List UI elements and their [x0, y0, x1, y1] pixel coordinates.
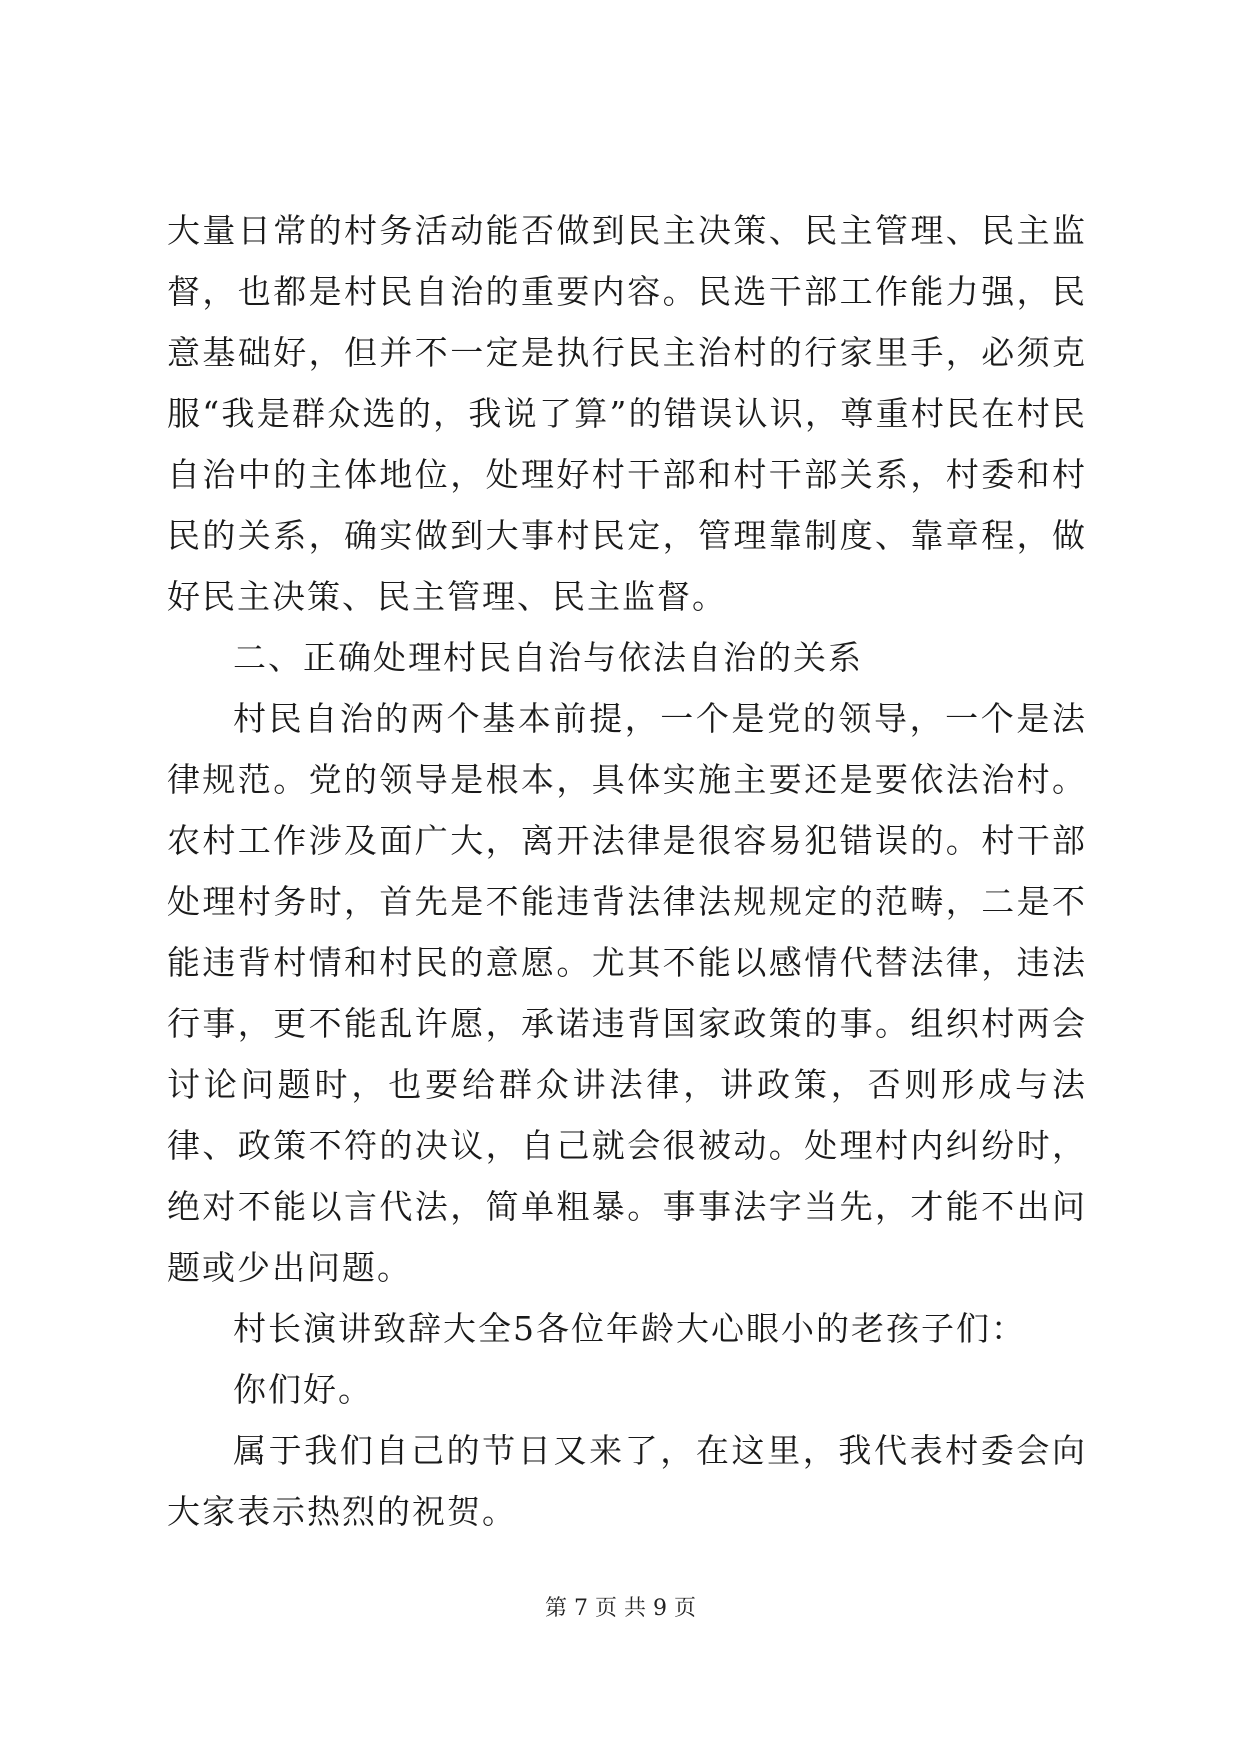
paragraph-1: 大量日常的村务活动能否做到民主决策、民主管理、民主监督，也都是村民自治的重要内容。民选干部工作能力强，民意基础好，但并不一定是执行民主治村的行家里手，必须克服“我是群众选的，我说了算”的错误认识，尊重村民在村民自治中的主体地位，处理好村干部和村干部关系，村委和村民的关系，确实做到大事村民定，管理靠制度、靠章程，做好民主决策、民主管理、民主监督。: [167, 211, 1087, 616]
greeting: 你们好。: [233, 1370, 373, 1409]
document-body: [167, 200, 1087, 1542]
page-footer: [0, 1594, 1241, 1624]
paragraph-3: 属于我们自己的节日又来了，在这里，我代表村委会向大家表示热烈的祝贺。: [167, 1431, 1087, 1531]
paragraph-2: 村民自治的两个基本前提，一个是党的领导，一个是法律规范。党的领导是根本，具体实施主要还是要依法治村。农村工作涉及面广大，离开法律是很容易犯错误的。村干部处理村务时，首先是不能违背法律法规规定的范畴，二是不能违背村情和村民的意愿。尤其不能以感情代替法律，违法行事，更不能乱许愿，承诺违背国家政策的事。组织村两会讨论问题时，也要给群众讲法律，讲政策，否则形成与法律、政策不符的决议，自己就会很被动。处理村内纠纷时，绝对不能以言代法，简单粗暴。事事法字当先，才能不出问题或少出问题。: [167, 699, 1087, 1287]
page-number: 第 7 页 共 9 页: [545, 1596, 696, 1621]
section-heading: 二、正确处理村民自治与依法自治的关系: [233, 638, 863, 677]
speech-title: 村长演讲致辞大全5各位年龄大心眼小的老孩子们：: [233, 1309, 1026, 1348]
